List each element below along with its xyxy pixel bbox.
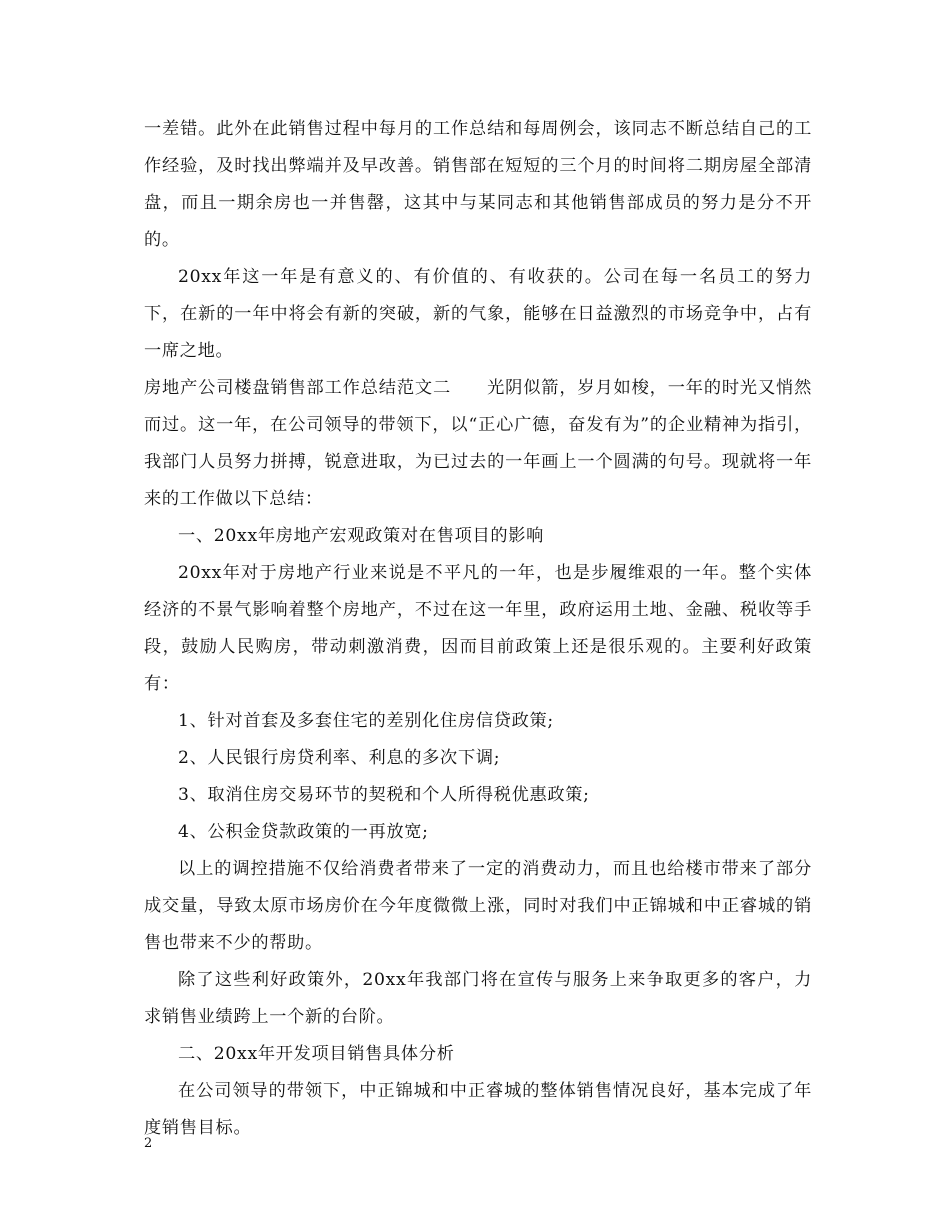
paragraph-13: 在公司领导的带领下，中正锦城和中正睿城的整体销售情况良好，基本完成了年度销售目标。	[144, 1081, 812, 1138]
policy-item-4: 4、公积金贷款政策的一再放宽;	[178, 822, 429, 842]
policy-item-1: 1、针对首套及多套住宅的差别化住房信贷政策;	[178, 711, 554, 731]
paragraph-1: 一差错。此外在此销售过程中每月的工作总结和每周例会，该同志不断总结自己的工作经验，及时找出弊端并及早改善。销售部在短短的三个月的时间将二期房屋全部清盘，而且一期余房也一并售罄，这其中与某同志和其他销售部成员的努力是分不开的。	[144, 119, 812, 250]
policy-item-3: 3、取消住房交易环节的契税和个人所得税优惠政策;	[178, 785, 590, 805]
paragraph-11: 除了这些利好政策外，20xx年我部门将在宣传与服务上来争取更多的客户，力求销售业绩跨上一个新的台阶。	[144, 970, 812, 1027]
section-heading-1: 一、20xx年房地产宏观政策对在售项目的影响	[178, 526, 545, 546]
page-number: 2	[144, 1136, 153, 1151]
policy-item-2: 2、人民银行房贷利率、利息的多次下调;	[178, 748, 501, 768]
document-body	[144, 111, 812, 1147]
paragraph-5: 20xx年对于房地产行业来说是不平凡的一年，也是步履维艰的一年。整个实体经济的不景气影响着整个房地产，不过在这一年里，政府运用土地、金融、税收等手段，鼓励人民购房，带动刺激消费，因而目前政策上还是很乐观的。主要利好政策有：	[144, 563, 812, 694]
section-heading-2: 二、20xx年开发项目销售具体分析	[178, 1044, 455, 1064]
paragraph-3: 房地产公司楼盘销售部工作总结范文二 光阴似箭，岁月如梭，一年的时光又悄然而过。这一年，在公司领导的带领下，以“正心广德，奋发有为”的企业精神为指引，我部门人员努力拼搏，锐意进取，为已过去的一年画上一个圆满的句号。现就将一年来的工作做以下总结：	[144, 378, 812, 509]
paragraph-2: 20xx年这一年是有意义的、有价值的、有收获的。公司在每一名员工的努力下，在新的一年中将会有新的突破，新的气象，能够在日益激烈的市场竞争中，占有一席之地。	[144, 267, 812, 361]
paragraph-10: 以上的调控措施不仅给消费者带来了一定的消费动力，而且也给楼市带来了部分成交量，导致太原市场房价在今年度微微上涨，同时对我们中正锦城和中正睿城的销售也带来不少的帮助。	[144, 859, 812, 953]
